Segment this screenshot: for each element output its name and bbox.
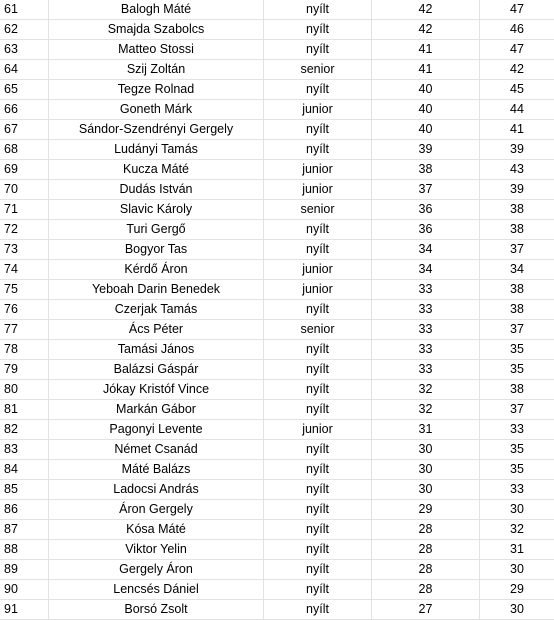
cell-score-2[interactable]: 47 <box>480 0 554 20</box>
cell-score-2[interactable]: 30 <box>480 600 554 620</box>
cell-score-1[interactable]: 30 <box>372 460 480 480</box>
cell-category[interactable]: nyílt <box>264 0 372 20</box>
cell-score-2[interactable]: 38 <box>480 220 554 240</box>
cell-name[interactable]: Borsó Zsolt <box>49 600 264 620</box>
cell-score-1[interactable]: 31 <box>372 420 480 440</box>
cell-name[interactable]: Markán Gábor <box>49 400 264 420</box>
cell-name[interactable]: Turi Gergő <box>49 220 264 240</box>
cell-category[interactable]: junior <box>264 420 372 440</box>
cell-score-2[interactable]: 38 <box>480 280 554 300</box>
cell-category[interactable]: junior <box>264 100 372 120</box>
cell-category[interactable]: nyílt <box>264 80 372 100</box>
cell-rank[interactable]: 76 <box>0 300 49 320</box>
table-row <box>0 580 554 600</box>
cell-score-1[interactable]: 28 <box>372 580 480 600</box>
cell-score-1[interactable]: 33 <box>372 340 480 360</box>
cell-rank[interactable]: 68 <box>0 140 49 160</box>
cell-name[interactable]: Áron Gergely <box>49 500 264 520</box>
cell-name[interactable]: Kérdő Áron <box>49 260 264 280</box>
cell-category[interactable]: nyílt <box>264 540 372 560</box>
cell-score-2[interactable]: 43 <box>480 160 554 180</box>
cell-rank[interactable]: 78 <box>0 340 49 360</box>
cell-score-2[interactable]: 30 <box>480 560 554 580</box>
cell-score-2[interactable]: 38 <box>480 380 554 400</box>
cell-rank[interactable]: 69 <box>0 160 49 180</box>
cell-name[interactable]: Ács Péter <box>49 320 264 340</box>
cell-score-2[interactable]: 38 <box>480 300 554 320</box>
cell-name[interactable]: Czerjak Tamás <box>49 300 264 320</box>
cell-name[interactable]: Balogh Máté <box>49 0 264 20</box>
cell-score-2[interactable]: 47 <box>480 40 554 60</box>
cell-score-2[interactable]: 39 <box>480 180 554 200</box>
table-row <box>0 80 554 100</box>
cell-category[interactable]: nyílt <box>264 20 372 40</box>
cell-score-2[interactable]: 37 <box>480 240 554 260</box>
cell-rank[interactable]: 84 <box>0 460 49 480</box>
cell-score-2[interactable]: 39 <box>480 140 554 160</box>
cell-name[interactable]: Bogyor Tas <box>49 240 264 260</box>
cell-rank[interactable]: 81 <box>0 400 49 420</box>
cell-score-2[interactable]: 35 <box>480 440 554 460</box>
cell-category[interactable]: nyílt <box>264 140 372 160</box>
cell-category[interactable]: nyílt <box>264 520 372 540</box>
cell-rank[interactable]: 83 <box>0 440 49 460</box>
cell-score-1[interactable]: 34 <box>372 240 480 260</box>
cell-score-1[interactable]: 40 <box>372 120 480 140</box>
cell-category[interactable]: junior <box>264 180 372 200</box>
cell-score-2[interactable]: 34 <box>480 260 554 280</box>
cell-score-1[interactable]: 28 <box>372 520 480 540</box>
cell-score-2[interactable]: 35 <box>480 340 554 360</box>
cell-category[interactable]: nyílt <box>264 580 372 600</box>
cell-score-2[interactable]: 37 <box>480 400 554 420</box>
cell-score-1[interactable]: 33 <box>372 360 480 380</box>
cell-rank[interactable]: 89 <box>0 560 49 580</box>
cell-rank[interactable]: 75 <box>0 280 49 300</box>
cell-rank[interactable]: 90 <box>0 580 49 600</box>
cell-rank[interactable]: 73 <box>0 240 49 260</box>
cell-rank[interactable]: 82 <box>0 420 49 440</box>
cell-rank[interactable]: 71 <box>0 200 49 220</box>
cell-name[interactable]: Viktor Yelin <box>49 540 264 560</box>
cell-score-1[interactable]: 36 <box>372 220 480 240</box>
cell-score-2[interactable]: 30 <box>480 500 554 520</box>
cell-rank[interactable]: 65 <box>0 80 49 100</box>
cell-category[interactable]: nyílt <box>264 560 372 580</box>
cell-rank[interactable]: 77 <box>0 320 49 340</box>
cell-name[interactable]: Balázsi Gáspár <box>49 360 264 380</box>
cell-score-2[interactable]: 42 <box>480 60 554 80</box>
table-row <box>0 340 554 360</box>
table-row <box>0 460 554 480</box>
table-row <box>0 160 554 180</box>
cell-category[interactable]: nyílt <box>264 600 372 620</box>
table-row <box>0 140 554 160</box>
table-row <box>0 440 554 460</box>
cell-score-2[interactable]: 44 <box>480 100 554 120</box>
cell-category[interactable]: nyílt <box>264 360 372 380</box>
cell-name[interactable]: Smajda Szabolcs <box>49 20 264 40</box>
cell-category[interactable]: nyílt <box>264 300 372 320</box>
cell-name[interactable]: Gergely Áron <box>49 560 264 580</box>
cell-score-1[interactable]: 33 <box>372 300 480 320</box>
cell-score-1[interactable]: 37 <box>372 180 480 200</box>
cell-score-1[interactable]: 42 <box>372 20 480 40</box>
cell-rank[interactable]: 67 <box>0 120 49 140</box>
table-row <box>0 320 554 340</box>
cell-name[interactable]: Slavic Károly <box>49 200 264 220</box>
cell-category[interactable]: nyílt <box>264 120 372 140</box>
cell-name[interactable]: Pagonyi Levente <box>49 420 264 440</box>
cell-category[interactable]: nyílt <box>264 460 372 480</box>
cell-category[interactable]: nyílt <box>264 500 372 520</box>
cell-rank[interactable]: 88 <box>0 540 49 560</box>
table-row <box>0 100 554 120</box>
cell-name[interactable]: Goneth Márk <box>49 100 264 120</box>
cell-category[interactable]: junior <box>264 260 372 280</box>
cell-score-2[interactable]: 41 <box>480 120 554 140</box>
cell-rank[interactable]: 63 <box>0 40 49 60</box>
cell-score-1[interactable]: 33 <box>372 320 480 340</box>
table-row <box>0 120 554 140</box>
cell-score-1[interactable]: 40 <box>372 80 480 100</box>
cell-rank[interactable]: 61 <box>0 0 49 20</box>
cell-score-2[interactable]: 35 <box>480 460 554 480</box>
cell-category[interactable]: nyílt <box>264 480 372 500</box>
cell-score-1[interactable]: 28 <box>372 540 480 560</box>
cell-name[interactable]: Szij Zoltán <box>49 60 264 80</box>
cell-score-2[interactable]: 33 <box>480 480 554 500</box>
table-row <box>0 260 554 280</box>
table-row <box>0 360 554 380</box>
cell-score-1[interactable]: 38 <box>372 160 480 180</box>
table-row <box>0 60 554 80</box>
table-row <box>0 240 554 260</box>
cell-name[interactable]: Ladocsi András <box>49 480 264 500</box>
cell-category[interactable]: nyílt <box>264 380 372 400</box>
cell-name[interactable]: Kósa Máté <box>49 520 264 540</box>
cell-score-1[interactable]: 29 <box>372 500 480 520</box>
table-row <box>0 300 554 320</box>
cell-rank[interactable]: 91 <box>0 600 49 620</box>
cell-name[interactable]: Matteo Stossi <box>49 40 264 60</box>
cell-score-1[interactable]: 27 <box>372 600 480 620</box>
table-row <box>0 500 554 520</box>
table-row <box>0 40 554 60</box>
cell-rank[interactable]: 74 <box>0 260 49 280</box>
cell-score-2[interactable]: 46 <box>480 20 554 40</box>
cell-rank[interactable]: 64 <box>0 60 49 80</box>
cell-score-1[interactable]: 34 <box>372 260 480 280</box>
cell-score-1[interactable]: 42 <box>372 0 480 20</box>
table-row <box>0 480 554 500</box>
cell-category[interactable]: nyílt <box>264 220 372 240</box>
cell-score-1[interactable]: 33 <box>372 280 480 300</box>
table-row <box>0 200 554 220</box>
cell-category[interactable]: senior <box>264 60 372 80</box>
cell-name[interactable]: Dudás István <box>49 180 264 200</box>
cell-category[interactable]: junior <box>264 280 372 300</box>
cell-score-2[interactable]: 32 <box>480 520 554 540</box>
cell-rank[interactable]: 62 <box>0 20 49 40</box>
cell-score-2[interactable]: 45 <box>480 80 554 100</box>
cell-score-1[interactable]: 41 <box>372 60 480 80</box>
cell-category[interactable]: junior <box>264 160 372 180</box>
cell-score-1[interactable]: 36 <box>372 200 480 220</box>
cell-name[interactable]: Német Csanád <box>49 440 264 460</box>
cell-score-1[interactable]: 30 <box>372 480 480 500</box>
cell-category[interactable]: nyílt <box>264 40 372 60</box>
table-row <box>0 400 554 420</box>
cell-name[interactable]: Sándor-Szendrényi Gergely <box>49 120 264 140</box>
cell-name[interactable]: Tegze Rolnad <box>49 80 264 100</box>
cell-category[interactable]: nyílt <box>264 240 372 260</box>
cell-rank[interactable]: 66 <box>0 100 49 120</box>
cell-rank[interactable]: 70 <box>0 180 49 200</box>
table-row <box>0 280 554 300</box>
table-row <box>0 20 554 40</box>
table-row <box>0 540 554 560</box>
cell-rank[interactable]: 86 <box>0 500 49 520</box>
cell-name[interactable]: Ludányi Tamás <box>49 140 264 160</box>
cell-category[interactable]: nyílt <box>264 400 372 420</box>
cell-score-2[interactable]: 37 <box>480 320 554 340</box>
cell-rank[interactable]: 79 <box>0 360 49 380</box>
cell-score-1[interactable]: 39 <box>372 140 480 160</box>
table-row <box>0 420 554 440</box>
cell-name[interactable]: Yeboah Darin Benedek <box>49 280 264 300</box>
cell-rank[interactable]: 87 <box>0 520 49 540</box>
cell-score-2[interactable]: 29 <box>480 580 554 600</box>
cell-score-1[interactable]: 32 <box>372 380 480 400</box>
cell-score-1[interactable]: 30 <box>372 440 480 460</box>
cell-category[interactable]: senior <box>264 320 372 340</box>
cell-rank[interactable]: 80 <box>0 380 49 400</box>
table-row <box>0 560 554 580</box>
cell-name[interactable]: Lencsés Dániel <box>49 580 264 600</box>
cell-score-2[interactable]: 31 <box>480 540 554 560</box>
cell-category[interactable]: nyílt <box>264 440 372 460</box>
cell-score-2[interactable]: 35 <box>480 360 554 380</box>
cell-rank[interactable]: 85 <box>0 480 49 500</box>
cell-score-2[interactable]: 38 <box>480 200 554 220</box>
table-row <box>0 520 554 540</box>
table-row <box>0 600 554 620</box>
cell-name[interactable]: Máté Balázs <box>49 460 264 480</box>
cell-score-1[interactable]: 32 <box>372 400 480 420</box>
table-row <box>0 180 554 200</box>
cell-score-1[interactable]: 41 <box>372 40 480 60</box>
table-row <box>0 220 554 240</box>
cell-category[interactable]: senior <box>264 200 372 220</box>
table-row <box>0 380 554 400</box>
cell-category[interactable]: nyílt <box>264 340 372 360</box>
cell-score-1[interactable]: 28 <box>372 560 480 580</box>
cell-score-1[interactable]: 40 <box>372 100 480 120</box>
cell-score-2[interactable]: 33 <box>480 420 554 440</box>
cell-name[interactable]: Jókay Kristóf Vince <box>49 380 264 400</box>
table-row <box>0 0 554 20</box>
cell-name[interactable]: Tamási János <box>49 340 264 360</box>
cell-rank[interactable]: 72 <box>0 220 49 240</box>
cell-name[interactable]: Kucza Máté <box>49 160 264 180</box>
